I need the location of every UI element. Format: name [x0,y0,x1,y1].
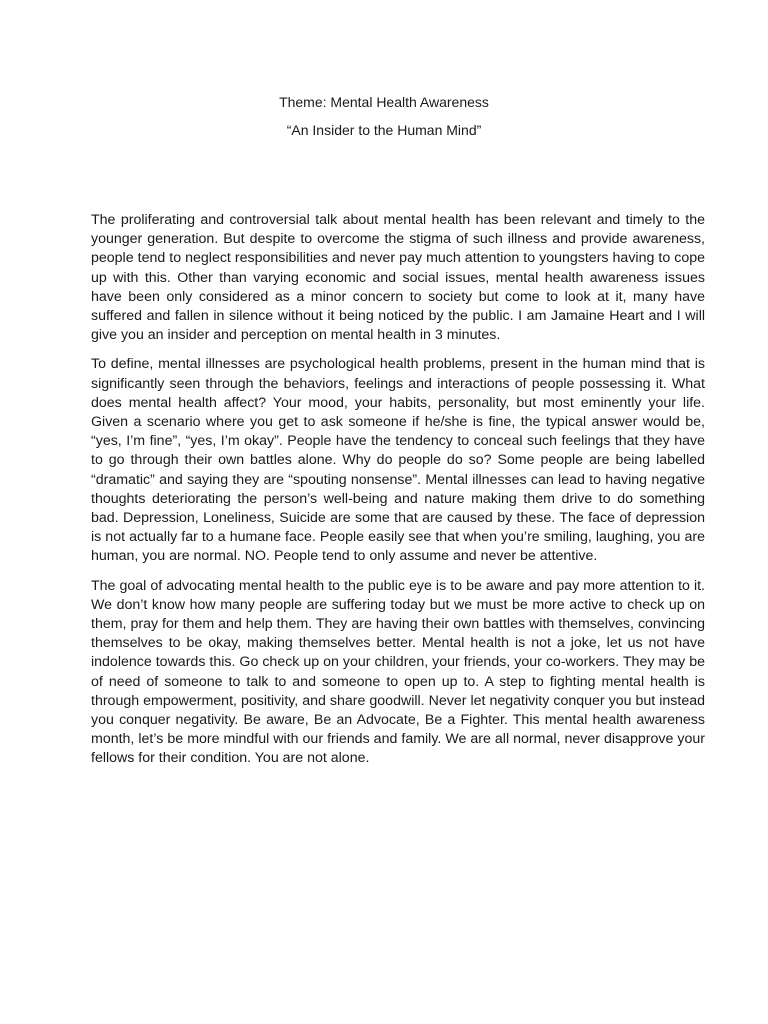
document-theme: Theme: Mental Health Awareness [279,94,489,110]
paragraph-goal: The goal of advocating mental health to the public eye is to be aware and pay more attention to it. We don’t know how many people are suffering today but we must be more active to check up on them, pray for them and help them. They are having their own battles with themselves, convincing themselves to be okay, making themselves better. Mental health is not a joke, let us not have indolence towards this. Go check up on your children, your friends, your co-workers. They may be of need of someone to talk to and someone to open up to. A step to fighting mental health is through empowerment, positivity, and share goodwill. Never let negativity conquer you but instead you conquer negativity. Be aware, Be an Advocate, Be a Fighter. This mental health awareness month, let’s be more mindful with our friends and family. We are all normal, never disapprove your fellows for their condition. You are not alone. [91,577,705,767]
paragraph-intro: The proliferating and controversial talk about mental health has been relevant and timely to the younger generation. But despite to overcome the stigma of such illness and provide awareness, people tend to neglect responsibilities and never pay much attention to youngsters having to cope up with this. Other than varying economic and social issues, mental health awareness issues have been only considered as a minor concern to society but come to look at it, many have suffered and fallen in silence without it being noticed by the public. I am Jamaine Heart and I will give you an insider and perception on mental health in 3 minutes. [91,212,705,344]
document-body [91,211,705,779]
title-block [0,93,768,149]
paragraph-definition: To define, mental illnesses are psychological health problems, present in the human mind that is significantly seen through the behaviors, feelings and interactions of people possessing it. What does mental health affect? Your mood, your habits, personality, but most eminently your life. Given a scenario where you get to ask someone if he/she is fine, the typical answer would be, “yes, I’m fine”, “yes, I’m okay”. People have the tendency to conceal such feelings that they have to go through their own battles alone. Why do people do so? Some people are being labelled “dramatic” and saying they are “spouting nonsense”. Mental illnesses can lead to having negative thoughts deteriorating the person’s well-being and nature making them drive to do something bad. Depression, Loneliness, Suicide are some that are caused by these. The face of depression is not actually far to a humane face. People easily see that when you’re smiling, laughing, you are human, you are normal. NO. People tend to only assume and never be attentive. [91,356,705,565]
document-subtitle: “An Insider to the Human Mind” [286,122,482,138]
